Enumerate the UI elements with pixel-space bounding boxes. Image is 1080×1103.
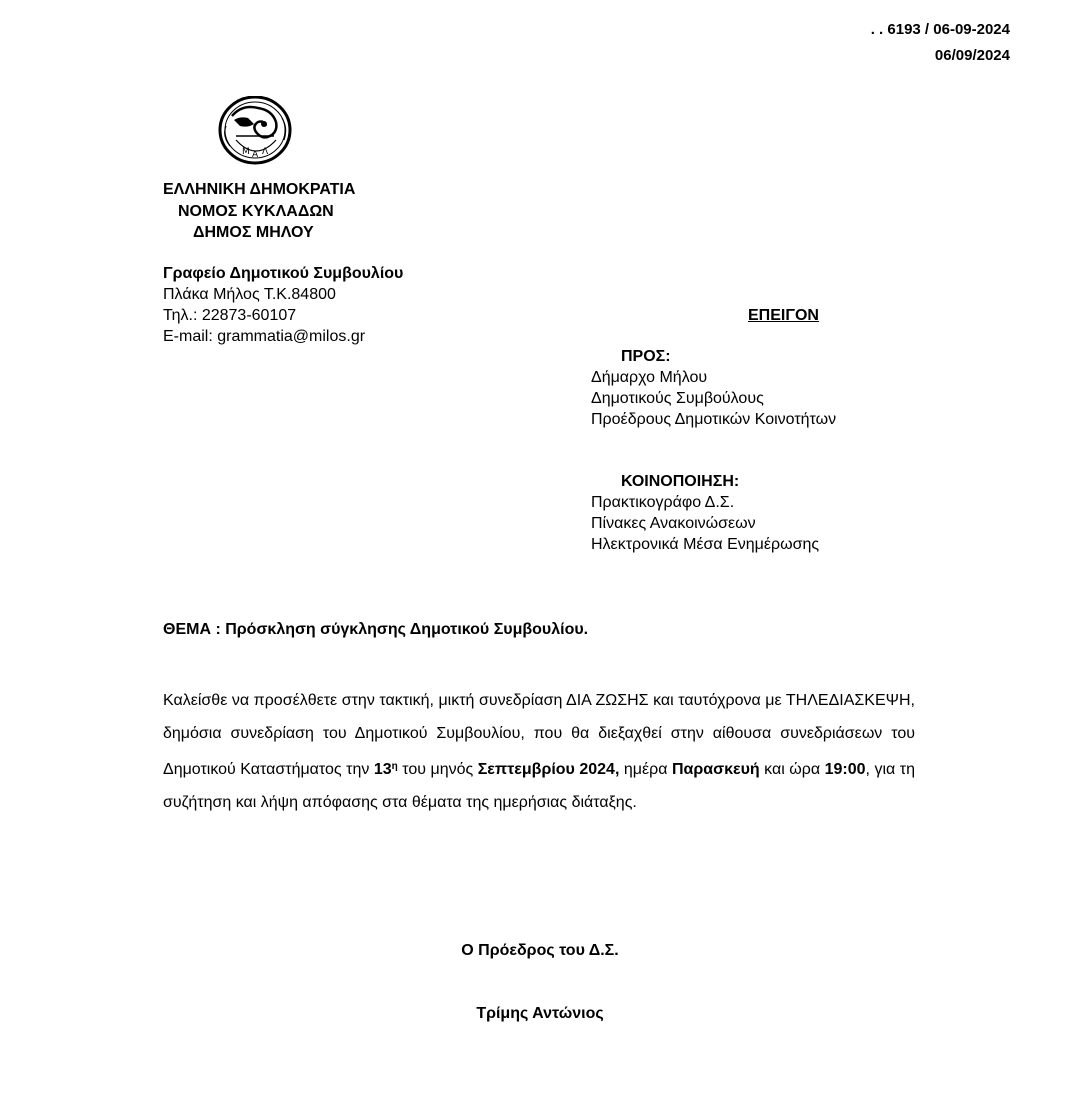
authority-line-1: ΕΛΛΗΝΙΚΗ ΔΗΜΟΚΡΑΤΙΑ [163, 181, 356, 198]
meeting-month: Σεπτεμβρίου 2024, [477, 761, 620, 778]
body-text-part: του μηνός [397, 761, 478, 778]
recipient-item: Δήμαρχο Μήλου [591, 369, 708, 386]
recipient-item: Δημοτικούς Συμβούλους [591, 390, 764, 407]
urgency-label: ΕΠΕΙΓΟΝ [748, 307, 819, 324]
meeting-weekday: Παρασκευή [672, 761, 760, 778]
svg-text:Μ: Μ [242, 147, 250, 157]
meeting-day: 13 [373, 761, 392, 778]
office-email: E-mail: grammatia@milos.gr [163, 328, 366, 345]
body-text-part: ημέρα [619, 761, 672, 778]
notification-item: Πρακτικογράφο Δ.Σ. [591, 494, 735, 511]
svg-text:Α: Α [252, 150, 259, 160]
recipient-item: Προέδρους Δημοτικών Κοινοτήτων [591, 411, 837, 428]
subject-line: ΘΕΜΑ : Πρόσκληση σύγκλησης Δημοτικού Συμβουλίου. [163, 621, 589, 638]
signature-role: Ο Πρόεδρος του Δ.Σ. [461, 942, 619, 959]
office-address: Πλάκα Μήλος Τ.Κ.84800 [163, 286, 336, 303]
office-phone: Τηλ.: 22873-60107 [163, 307, 297, 324]
notification-title: ΚΟΙΝΟΠΟΙΗΣΗ: [621, 473, 740, 490]
body-text-part: και ώρα [759, 761, 825, 778]
body-text-part: Καλείσθε να προσέλθετε στην τακτική, μικτή συνεδρίαση ΔΙΑ ΖΩΣΗΣ και ταυτόχρονα με ΤΗΛΕΔΙΑΣΚΕΨΗ, δημόσια συνεδρίαση του Δημοτικού Συμβουλίου, που θα διεξαχθεί στην αίθουσα συνεδριάσεων του Δημοτικού Καταστήματος την [163, 692, 915, 778]
signature-name: Τρίμης Αντώνιος [476, 1005, 604, 1022]
authority-line-2: ΝΟΜΟΣ ΚΥΚΛΑΔΩΝ [178, 203, 334, 220]
office-name: Γραφείο Δημοτικού Συμβουλίου [163, 265, 404, 282]
meeting-time: 19:00 [824, 761, 866, 778]
notification-item: Πίνακες Ανακοινώσεων [591, 515, 756, 532]
body-text-part: , για τη συζήτηση και λήψη απόφασης στα θέματα της ημερήσιας διάταξης. [163, 761, 915, 811]
meeting-day-suffix: η [391, 761, 398, 772]
municipal-seal-icon [218, 96, 294, 166]
document-date: 06/09/2024 [934, 47, 1010, 64]
invitation-paragraph [163, 684, 915, 819]
svg-text:Λ: Λ [262, 147, 269, 157]
authority-line-3: ΔΗΜΟΣ ΜΗΛΟΥ [193, 224, 314, 241]
protocol-number: . . 6193 / 06-09-2024 [870, 21, 1010, 38]
notification-item: Ηλεκτρονικά Μέσα Ενημέρωσης [591, 536, 820, 553]
recipients-title: ΠΡΟΣ: [621, 348, 671, 365]
